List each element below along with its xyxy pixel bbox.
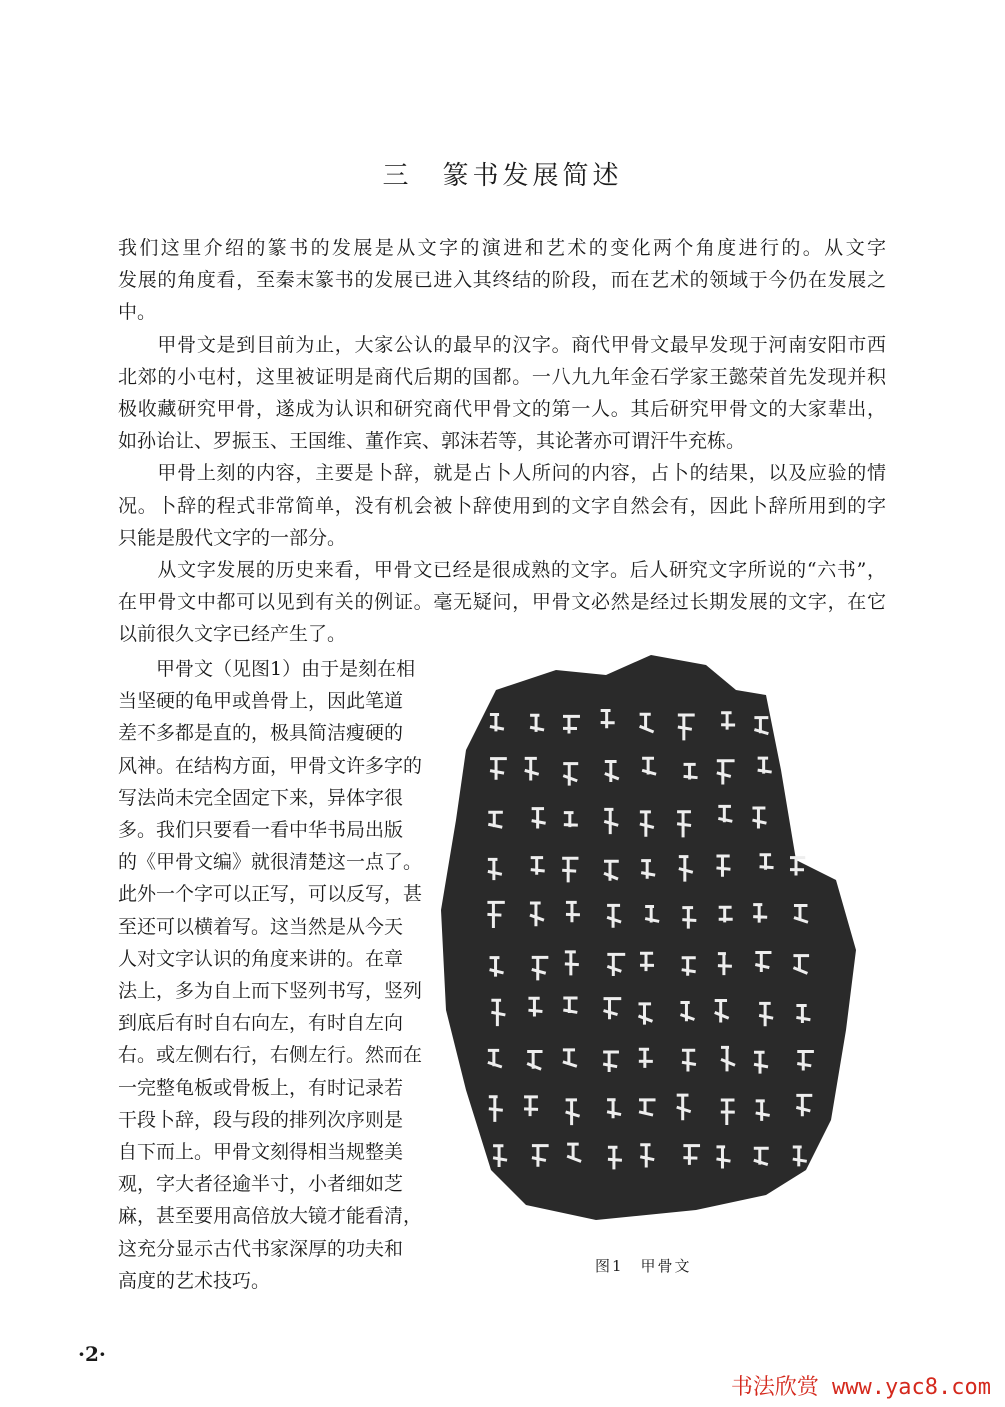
text-line: 观，字大者径逾半寸，小者细如芝 bbox=[118, 1173, 404, 1196]
text-line: 从文字发展的历史来看，甲骨文已经是很成熟的文字。后人研究文字所说的“六书”， bbox=[118, 559, 886, 581]
text-line: 甲骨上刻的内容，主要是卜辞，就是占卜人所问的内容，占卜的结果，以及应验的情 bbox=[118, 462, 886, 485]
text-line: 极收藏研究甲骨，遂成为认识和研究商代甲骨文的第一人。其后研究甲骨文的大家辈出， bbox=[118, 398, 886, 420]
text-line: 这充分显示古代书家深厚的功夫和 bbox=[118, 1237, 404, 1260]
text-line: 干段卜辞，段与段的排列次序则是 bbox=[118, 1108, 404, 1131]
text-line: 法上，多为自上而下竖列书写，竖列 bbox=[118, 980, 423, 1002]
text-line: 此外一个字可以正写，可以反写，甚 bbox=[118, 883, 423, 906]
text-line: 如孙诒让、罗振玉、王国维、董作宾、郭沫若等，其论著亦可谓汗牛充栋。 bbox=[118, 430, 746, 453]
text-line: 人对文字认识的角度来讲的。在章 bbox=[118, 947, 404, 970]
page-number: ·2· bbox=[78, 1342, 106, 1366]
text-line: 麻，甚至要用高倍放大镜才能看清， bbox=[118, 1205, 423, 1228]
text-line: 高度的艺术技巧。 bbox=[118, 1269, 271, 1292]
text-line: 右。或左侧右行，右侧左行。然而在 bbox=[118, 1044, 423, 1067]
text-line: 一完整龟板或骨板上，有时记录若 bbox=[118, 1076, 404, 1099]
watermark: 书法欣赏 www.yac8.com bbox=[730, 1375, 991, 1400]
text-line: 甲骨文是到目前为止，大家公认的最早的汉字。商代甲骨文最早发现于河南安阳市西 bbox=[118, 333, 886, 356]
text-line: 风神。在结构方面，甲骨文许多字的 bbox=[118, 754, 423, 777]
text-line: 以前很久文字已经产生了。 bbox=[118, 623, 347, 646]
text-line: 发展的角度看，至秦末篆书的发展已进入其终结的阶段，而在艺术的领域于今仍在发展之 bbox=[118, 269, 886, 292]
text-line: 自下而上。甲骨文刻得相当规整美 bbox=[118, 1141, 404, 1163]
figure-caption: 图1 甲骨文 bbox=[595, 1257, 692, 1275]
text-line: 在甲骨文中都可以见到有关的例证。毫无疑问，甲骨文必然是经过长期发展的文字，在它 bbox=[118, 591, 886, 614]
text-line: 北郊的小屯村，这里被证明是商代后期的国都。一八九九年金石学家王懿荣首先发现并积 bbox=[118, 365, 886, 388]
text-line: 到底后有时自右向左，有时自左向 bbox=[118, 1012, 404, 1035]
text-line: 只能是殷代文字的一部分。 bbox=[118, 526, 347, 549]
text-line: 甲骨文（见图1）由于是刻在相 bbox=[118, 658, 416, 680]
section-heading: 三 篆书发展简述 bbox=[382, 161, 623, 191]
text-line: 当坚硬的龟甲或兽骨上，因此笔道 bbox=[118, 690, 404, 713]
text-line: 写法尚未完全固定下来，异体字很 bbox=[118, 786, 404, 809]
text-line: 差不多都是直的，极具简洁瘦硬的 bbox=[118, 722, 404, 745]
text-line: 的《甲骨文编》就很清楚这一点了。 bbox=[118, 851, 423, 874]
text-line: 至还可以横着写。这当然是从今天 bbox=[118, 915, 404, 938]
text-line: 多。我们只要看一看中华书局出版 bbox=[118, 819, 404, 841]
text-line: 我们这里介绍的篆书的发展是从文字的演进和艺术的变化两个角度进行的。从文字 bbox=[118, 237, 886, 259]
text-line: 中。 bbox=[118, 301, 157, 324]
text-line: 况。卜辞的程式非常简单，没有机会被卜辞使用到的文字自然会有，因此卜辞所用到的字 bbox=[118, 494, 886, 517]
oracle-bone-rubbing-image bbox=[436, 650, 866, 1230]
